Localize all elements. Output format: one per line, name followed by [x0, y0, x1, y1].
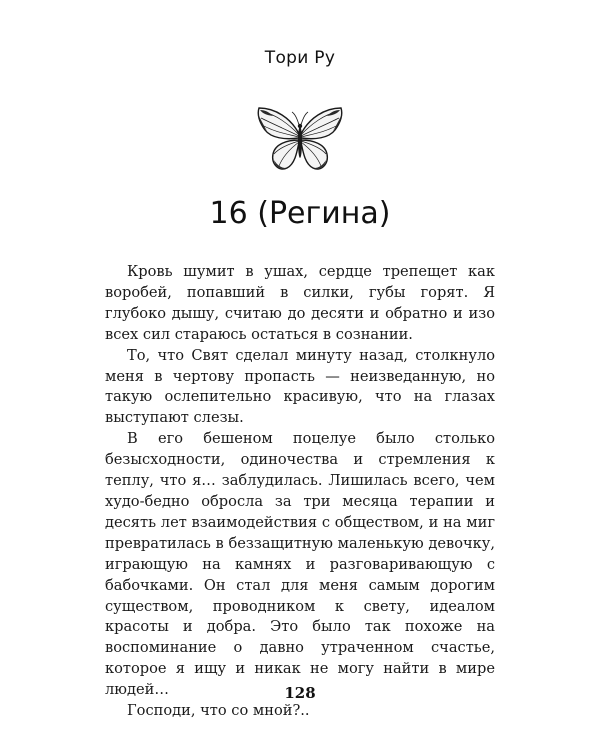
butterfly-body [298, 126, 302, 158]
chapter-body [105, 262, 495, 722]
page-number: 128 [284, 684, 316, 702]
paragraph: Господи, что со мной?.. [127, 702, 310, 720]
running-head-author: Тори Ру [264, 48, 336, 68]
butterfly-right-wings [301, 108, 342, 169]
chapter-title: 16 (Регина) [209, 196, 391, 231]
butterfly-left-wings [258, 108, 299, 169]
paragraph: В его бешеном поцелуе было столько безысходности, одиночества и стремления к теплу, что я… заблудилась. Лишилась всего, чем худо-бедно обросла за три месяца терапии и десять лет взаимодействия с обществом, и на миг превратилась в беззащитную маленькую девочку, играющую на камнях и разговаривающую с бабочками. Он стал для меня самым дорогим существом, проводником к свету, идеалом красоты и добра. Это было так похоже на воспоминание о давно утраченном счастье, которое я ищу и никак не могу найти в мире людей… [105, 430, 495, 699]
paragraph: Кровь шумит в ушах, сердце трепещет как воробей, попавший в силки, губы горят. Я глубоко дышу, считаю до десяти и обратно и изо всех сил стараюсь остаться в сознании. [105, 263, 495, 343]
butterfly-icon [255, 104, 345, 176]
paragraph: То, что Свят сделал минуту назад, столкнуло меня в чертову пропасть — неизведанную, но такую ослепительно красивую, что на глазах выступают слезы. [105, 346, 495, 427]
